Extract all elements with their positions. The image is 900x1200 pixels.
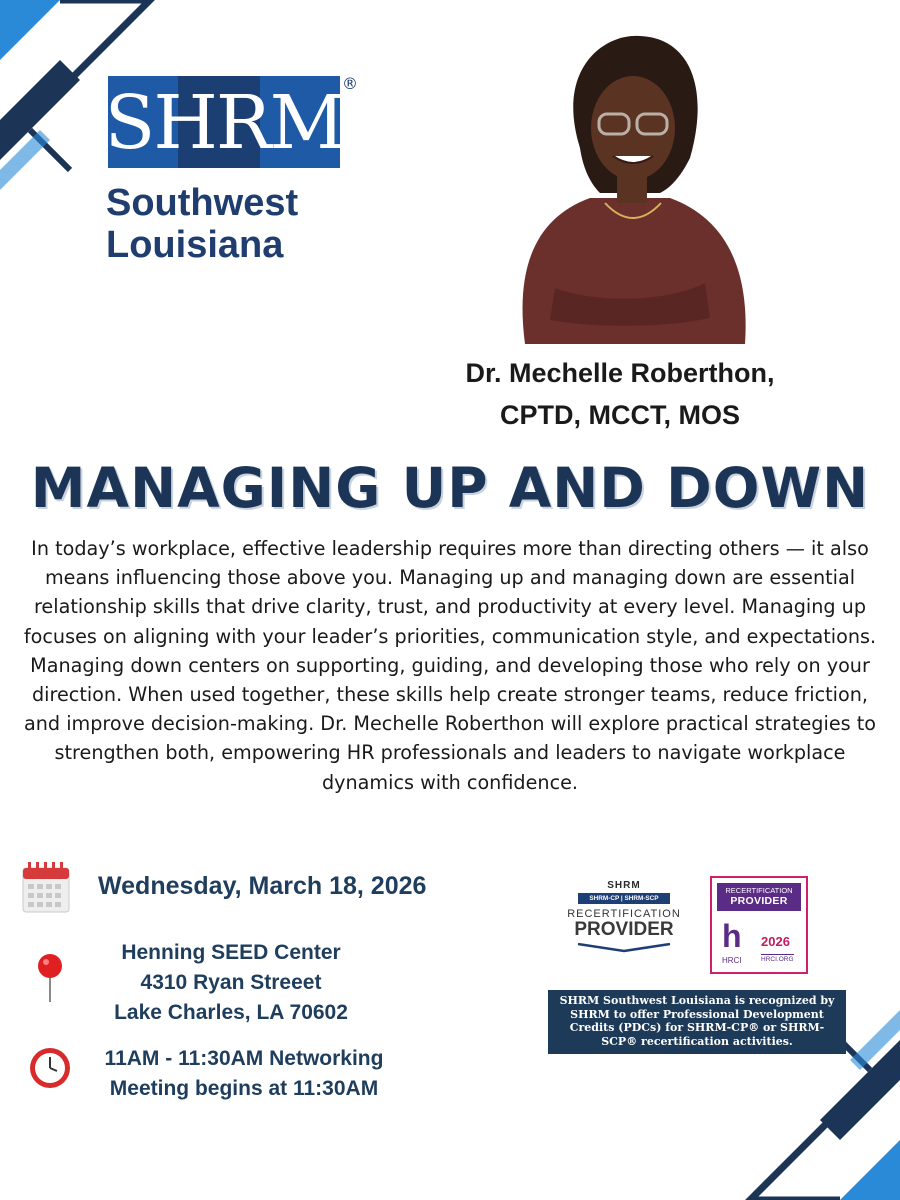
hrci-logo-label: HRCI	[722, 956, 742, 965]
time-networking: 11AM - 11:30AM Networking	[104, 1047, 384, 1070]
venue-street: 4310 Ryan Streeet	[140, 971, 322, 994]
calendar-icon	[22, 862, 70, 914]
hrci-header-big: PROVIDER	[730, 895, 788, 907]
speaker-credentials: CPTD, MCCT, MOS	[500, 400, 740, 430]
shrm-badge-provider: PROVIDER	[574, 919, 674, 940]
shrm-logo-letters: SHRM	[104, 80, 344, 166]
recognition-statement: SHRM Southwest Louisiana is recognized by SHRM to offer Professional Development Credits (PDCs) for SHRM-CP® or SHRM-SCP® recertification activities.	[548, 990, 846, 1054]
venue-city: Lake Charles, LA 70602	[114, 1001, 348, 1024]
clock-icon	[28, 1046, 72, 1090]
shrm-badge-bar: SHRM-CP | SHRM-SCP	[578, 893, 670, 904]
shrm-badge-title: SHRM	[607, 880, 641, 891]
hrci-header-small: RECERTIFICATION	[725, 886, 793, 895]
hrci-year: 2026	[761, 934, 790, 949]
registered-mark: ®	[342, 74, 358, 93]
event-date: Wednesday, March 18, 2026	[98, 872, 427, 900]
badge-chevron-icon	[574, 943, 674, 953]
event-title: MANAGING UP AND DOWN	[30, 456, 870, 520]
time-meeting: Meeting begins at 11:30AM	[109, 1077, 379, 1100]
shrm-recertification-badge	[566, 880, 682, 966]
chapter-name	[106, 182, 386, 266]
chapter-name-line1: Southwest	[106, 182, 299, 224]
speaker-name	[430, 352, 810, 436]
speaker-name-line: Dr. Mechelle Roberthon,	[465, 358, 775, 388]
venue-name: Henning SEED Center	[121, 941, 341, 964]
event-description: In today’s workplace, effective leadership requires more than directing others — it also means influencing those above you. Managing up and managing down are essential relationship skills that drive clarity, trust, and productivity at every level. Managing up focuses on aligning with your leader’s priorities, communication style, and expectations. Managing down centers on supporting, guiding, and developing those who rely on your direction. When used together, these skills help create stronger teams, reduce friction, and improve decision-making. Dr. Mechelle Roberthon will explore practical strategies to strengthen both, empowering HR professionals and leaders to navigate workplace dynamics with confidence.	[23, 537, 877, 794]
hrci-site: HRCI.ORG	[761, 956, 794, 963]
speaker-photo	[495, 28, 765, 344]
chapter-name-line2: Louisiana	[106, 224, 284, 266]
event-venue	[96, 938, 366, 1028]
hrci-badge-header	[717, 883, 801, 911]
hrci-logo-letter: h	[722, 918, 742, 954]
hrci-provider-badge	[710, 876, 808, 974]
location-pin-icon	[34, 952, 66, 1004]
event-time	[94, 1044, 394, 1104]
shrm-badge-recert: RECERTIFICATION	[567, 908, 681, 920]
